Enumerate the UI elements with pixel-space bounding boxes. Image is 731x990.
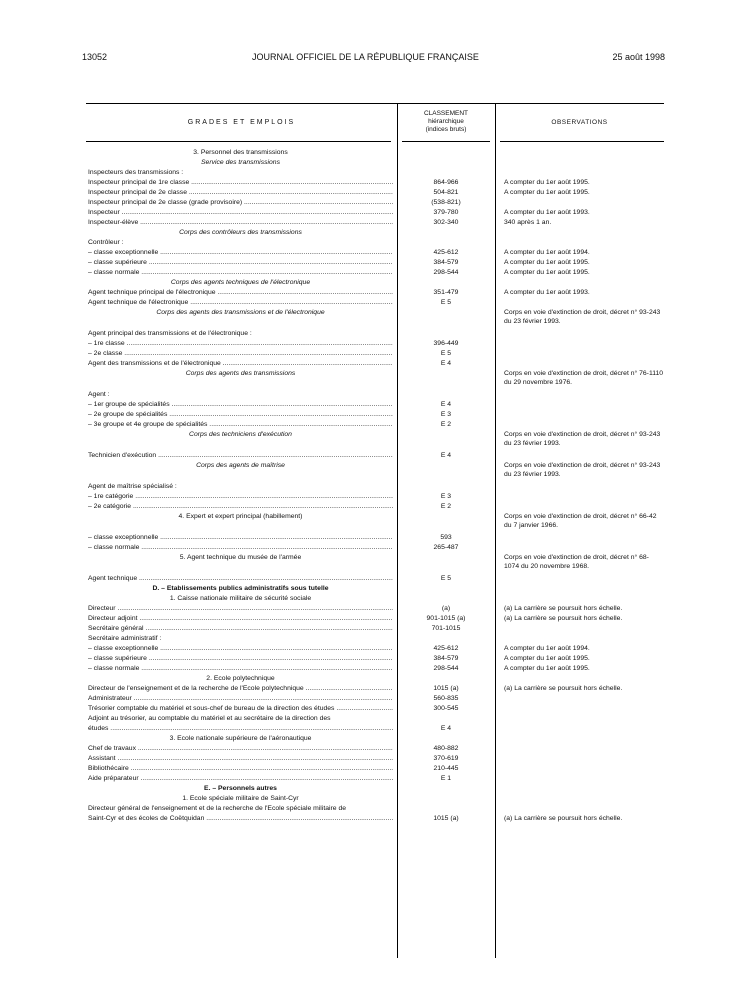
observation-cell: A compter du 1er août 1993. — [504, 289, 590, 296]
grade-cell: Corps des agents des transmissions — [185, 370, 296, 377]
table-row — [86, 198, 664, 208]
table-row — [86, 584, 664, 594]
classement-cell: E 5 — [440, 299, 452, 306]
classement-cell: 298-544 — [433, 269, 459, 276]
table-row — [86, 258, 664, 268]
table-row — [86, 178, 664, 188]
table-row — [86, 624, 664, 634]
grade-cell: Secrétaire général ..... — [88, 624, 393, 634]
grade-cell: – classe exceptionnelle ..... — [88, 248, 393, 258]
classement-cell: 265-487 — [433, 544, 459, 551]
table-row — [86, 288, 664, 298]
grade-cell: Directeur ..... — [88, 604, 393, 614]
grade-cell: Contrôleur : — [88, 239, 124, 246]
classement-header-line: CLASSEMENT — [423, 110, 469, 117]
grade-cell: 3. Personnel des transmissions — [193, 149, 288, 156]
classement-cell: 370-619 — [433, 755, 459, 762]
classement-cell: (538-821) — [431, 199, 461, 206]
grade-cell: Assistant ..... — [88, 754, 393, 764]
observation-cell: A compter du 1er août 1995. — [504, 655, 590, 662]
classement-cell: 384-579 — [433, 655, 459, 662]
grade-cell: – classe exceptionnelle ..... — [88, 644, 393, 654]
classement-cell: 864-966 — [433, 179, 459, 186]
table-row — [86, 298, 664, 308]
classement-cell: 298-544 — [433, 665, 459, 672]
table-row — [86, 744, 664, 754]
observations-column-header: OBSERVATIONS — [551, 118, 608, 126]
grade-cell: Directeur de l'enseignement et de la recherche de l'Ecole polytechnique ..... — [88, 684, 393, 694]
grade-cell: Directeur général de l'enseignement et de la recherche de l'Ecole spéciale militaire de — [88, 805, 346, 812]
table-row — [86, 764, 664, 774]
classement-cell: 901-1015 (a) — [426, 615, 466, 622]
grade-cell: – classe supérieure ..... — [88, 258, 393, 268]
grade-cell: Aide préparateur ..... — [88, 774, 393, 784]
grade-cell: Secrétaire administratif : — [88, 635, 162, 642]
table-row — [86, 594, 664, 604]
classement-cell: E 4 — [440, 401, 452, 408]
classement-cell: E 4 — [440, 452, 452, 459]
grade-cell: – 1re catégorie ..... — [88, 492, 393, 502]
classement-cell: E 1 — [440, 775, 452, 782]
table-row — [86, 482, 664, 492]
grade-cell: 3. Ecole nationale supérieure de l'aéronautique — [169, 735, 312, 742]
table-row — [86, 158, 664, 168]
grade-cell: Bibliothécaire ..... — [88, 764, 393, 774]
journal-title: JOURNAL OFFICIEL DE LA RÉPUBLIQUE FRANÇAISE — [252, 52, 479, 62]
observation-cell: Corps en voie d'extinction de droit, décret n° 93-243 du 23 février 1993. — [504, 462, 661, 478]
table-row — [86, 390, 664, 400]
grade-cell: Inspecteur-élève ..... — [88, 218, 393, 228]
table-row — [86, 208, 664, 218]
observation-cell: A compter du 1er août 1994. — [504, 645, 590, 652]
grade-cell: – classe exceptionnelle ..... — [88, 533, 393, 543]
classement-cell: 1015 (a) — [433, 815, 459, 822]
table-row — [86, 502, 664, 512]
grade-cell: Corps des agents techniques de l'électronique — [170, 279, 311, 286]
table-row — [86, 644, 664, 654]
observation-cell: 340 après 1 an. — [504, 219, 552, 226]
classement-cell: E 5 — [440, 350, 452, 357]
observation-cell: A compter du 1er août 1994. — [504, 249, 590, 256]
table-row — [86, 410, 664, 420]
grade-cell: D. – Etablissements publics administratifs sous tutelle — [152, 585, 329, 592]
grade-cell: 2. Ecole polytechnique — [206, 675, 275, 682]
grade-cell: Inspecteur principal de 1re classe ..... — [88, 178, 393, 188]
publication-date: 25 août 1998 — [612, 52, 665, 62]
grade-cell: Corps des agents de maîtrise — [196, 462, 285, 469]
grade-cell: 5. Agent technique du musée de l'armée — [179, 554, 302, 561]
table-row — [86, 533, 664, 543]
classement-cell: E 5 — [440, 575, 452, 582]
table-row — [86, 704, 664, 714]
table-row — [86, 168, 664, 178]
table-row — [86, 724, 664, 734]
observation-cell: Corps en voie d'extinction de droit, décret n° 93-243 du 23 février 1993. — [504, 309, 661, 325]
classement-cell: 300-545 — [433, 705, 459, 712]
table-row — [86, 349, 664, 359]
classement-cell: E 4 — [440, 360, 452, 367]
observation-cell: A compter du 1er août 1995. — [504, 179, 590, 186]
grade-cell: Agent : — [88, 391, 110, 398]
table-row — [86, 654, 664, 664]
grade-cell: Administrateur ..... — [88, 694, 393, 704]
observation-cell: Corps en voie d'extinction de droit, décret n° 66-42 du 7 janvier 1966. — [504, 513, 657, 529]
observation-cell: (a) La carrière se poursuit hors échelle. — [504, 685, 623, 692]
classement-cell: 701-1015 — [431, 625, 461, 632]
table-row — [86, 804, 664, 814]
grade-cell: Technicien d'exécution ..... — [88, 451, 393, 461]
table-row — [86, 604, 664, 614]
table-row — [86, 754, 664, 764]
grade-cell: 1. Caisse nationale militaire de sécurité sociale — [169, 595, 312, 602]
table-row — [86, 451, 664, 461]
grade-cell: Agent de maîtrise spécialisé : — [88, 483, 177, 490]
table-row — [86, 543, 664, 553]
table-body — [86, 148, 664, 824]
header-rule — [402, 141, 490, 142]
grade-cell: – 2e classe ..... — [88, 349, 393, 359]
table-row — [86, 774, 664, 784]
table-row — [86, 734, 664, 744]
classement-cell: E 2 — [440, 503, 452, 510]
table-row — [86, 400, 664, 410]
grade-cell: Agent technique ..... — [88, 574, 393, 584]
table-row — [86, 814, 664, 824]
table-row — [86, 218, 664, 228]
table-row — [86, 461, 664, 482]
observation-cell: (a) La carrière se poursuit hors échelle. — [504, 605, 623, 612]
classement-cell: 302-340 — [433, 219, 459, 226]
observation-cell: (a) La carrière se poursuit hors échelle. — [504, 615, 623, 622]
classement-cell: E 3 — [440, 411, 452, 418]
table-row — [86, 674, 664, 684]
classement-cell: 210-445 — [433, 765, 459, 772]
classement-cell: (a) — [441, 605, 451, 612]
classement-cell: 593 — [440, 534, 452, 541]
table-row — [86, 339, 664, 349]
table-frame — [86, 103, 664, 958]
observation-cell: A compter du 1er août 1993. — [504, 209, 590, 216]
grade-cell: Inspecteurs des transmissions : — [88, 169, 184, 176]
table-row — [86, 512, 664, 533]
table-row — [86, 248, 664, 258]
classement-header-line: hiérarchique — [428, 118, 464, 125]
grade-cell: Chef de travaux ..... — [88, 744, 393, 754]
table-row — [86, 268, 664, 278]
header-rule — [500, 141, 664, 142]
classement-cell: 384-579 — [433, 259, 459, 266]
table-row — [86, 492, 664, 502]
table-row — [86, 420, 664, 430]
table-row — [86, 359, 664, 369]
header-rule — [86, 141, 391, 142]
grade-cell: Corps des techniciens d'exécution — [189, 431, 292, 438]
grade-cell: – classe normale ..... — [88, 268, 393, 278]
grade-cell: Saint-Cyr et des écoles de Coëtquidan ..... — [88, 814, 393, 824]
table-row — [86, 553, 664, 574]
grade-cell: – classe supérieure ..... — [88, 654, 393, 664]
grade-cell: Service des transmissions — [201, 159, 280, 166]
classement-cell: 351-479 — [433, 289, 459, 296]
table-row — [86, 308, 664, 329]
grade-cell: Inspecteur ..... — [88, 208, 393, 218]
classement-column-header — [397, 103, 495, 141]
page-number: 13052 — [82, 52, 108, 62]
table-row — [86, 278, 664, 288]
observation-cell: Corps en voie d'extinction de droit, décret n° 76-1110 du 29 novembre 1976. — [504, 370, 664, 386]
grade-cell: Adjoint au trésorier, au comptable du matériel et au secrétaire de la direction des — [88, 715, 331, 722]
grade-cell: 1. Ecole spéciale militaire de Saint-Cyr — [182, 795, 299, 802]
table-row — [86, 784, 664, 794]
table-row — [86, 614, 664, 624]
observation-cell: A compter du 1er août 1995. — [504, 269, 590, 276]
grade-cell: Inspecteur principal de 2e classe (grade provisoire) ..... — [88, 198, 393, 208]
grade-cell: – classe normale ..... — [88, 664, 393, 674]
table-row — [86, 188, 664, 198]
classement-cell: 504-821 — [433, 189, 459, 196]
classement-cell: E 2 — [440, 421, 452, 428]
classement-cell: 425-612 — [433, 645, 459, 652]
grade-cell: Agent principal des transmissions et de l'électronique : — [88, 330, 252, 337]
classement-cell: 379-780 — [433, 209, 459, 216]
observation-cell: Corps en voie d'extinction de droit, décret n° 93-243 du 23 février 1993. — [504, 431, 661, 447]
table-row — [86, 634, 664, 644]
table-row — [86, 574, 664, 584]
table-row — [86, 694, 664, 704]
observation-cell: (a) La carrière se poursuit hors échelle. — [504, 815, 623, 822]
grade-cell: Inspecteur principal de 2e classe ..... — [88, 188, 393, 198]
table-row — [86, 684, 664, 694]
classement-cell: 425-612 — [433, 249, 459, 256]
grade-cell: 4. Expert et expert principal (habillement) — [178, 513, 303, 520]
grade-cell: Agent technique de l'électronique ..... — [88, 298, 393, 308]
classement-cell: E 4 — [440, 725, 452, 732]
grade-cell: – 1er groupe de spécialités ..... — [88, 400, 393, 410]
table-row — [86, 430, 664, 451]
grade-cell: – 3e groupe et 4e groupe de spécialités ..... — [88, 420, 393, 430]
grade-cell: – 2e catégorie ..... — [88, 502, 393, 512]
table-row — [86, 228, 664, 238]
observation-cell: A compter du 1er août 1995. — [504, 665, 590, 672]
table-row — [86, 369, 664, 390]
table-row — [86, 794, 664, 804]
table-row — [86, 664, 664, 674]
grade-cell: Trésorier comptable du matériel et sous-chef de bureau de la direction des études ..... — [88, 704, 393, 714]
grades-column-header: GRADES ET EMPLOIS — [187, 118, 296, 126]
grade-cell: – 1re classe ..... — [88, 339, 393, 349]
grade-cell: Directeur adjoint ..... — [88, 614, 393, 624]
classement-header-line: (indices bruts) — [425, 126, 467, 133]
observation-cell: A compter du 1er août 1995. — [504, 189, 590, 196]
grade-cell: – 2e groupe de spécialités ..... — [88, 410, 393, 420]
observation-cell: A compter du 1er août 1995. — [504, 259, 590, 266]
grade-cell: Agent technique principal de l'électronique ..... — [88, 288, 393, 298]
grade-cell: E. – Personnels autres — [204, 785, 277, 792]
grade-cell: études ..... — [88, 724, 393, 734]
classement-cell: 396-449 — [433, 340, 459, 347]
grade-cell: – classe normale ..... — [88, 543, 393, 553]
classement-cell: 1015 (a) — [433, 685, 459, 692]
grade-cell: Corps des agents des transmissions et de l'électronique — [156, 309, 325, 316]
classement-cell: 480-882 — [433, 745, 459, 752]
table-row — [86, 238, 664, 248]
table-row — [86, 329, 664, 339]
observation-cell: Corps en voie d'extinction de droit, décret n° 68-1074 du 20 novembre 1968. — [504, 554, 649, 570]
classement-cell: 560-835 — [433, 695, 459, 702]
grade-cell: Corps des contrôleurs des transmissions — [179, 229, 302, 236]
classement-cell: E 3 — [440, 493, 452, 500]
table-row — [86, 714, 664, 724]
grade-cell: Agent des transmissions et de l'électronique ..... — [88, 359, 393, 369]
table-row — [86, 148, 664, 158]
